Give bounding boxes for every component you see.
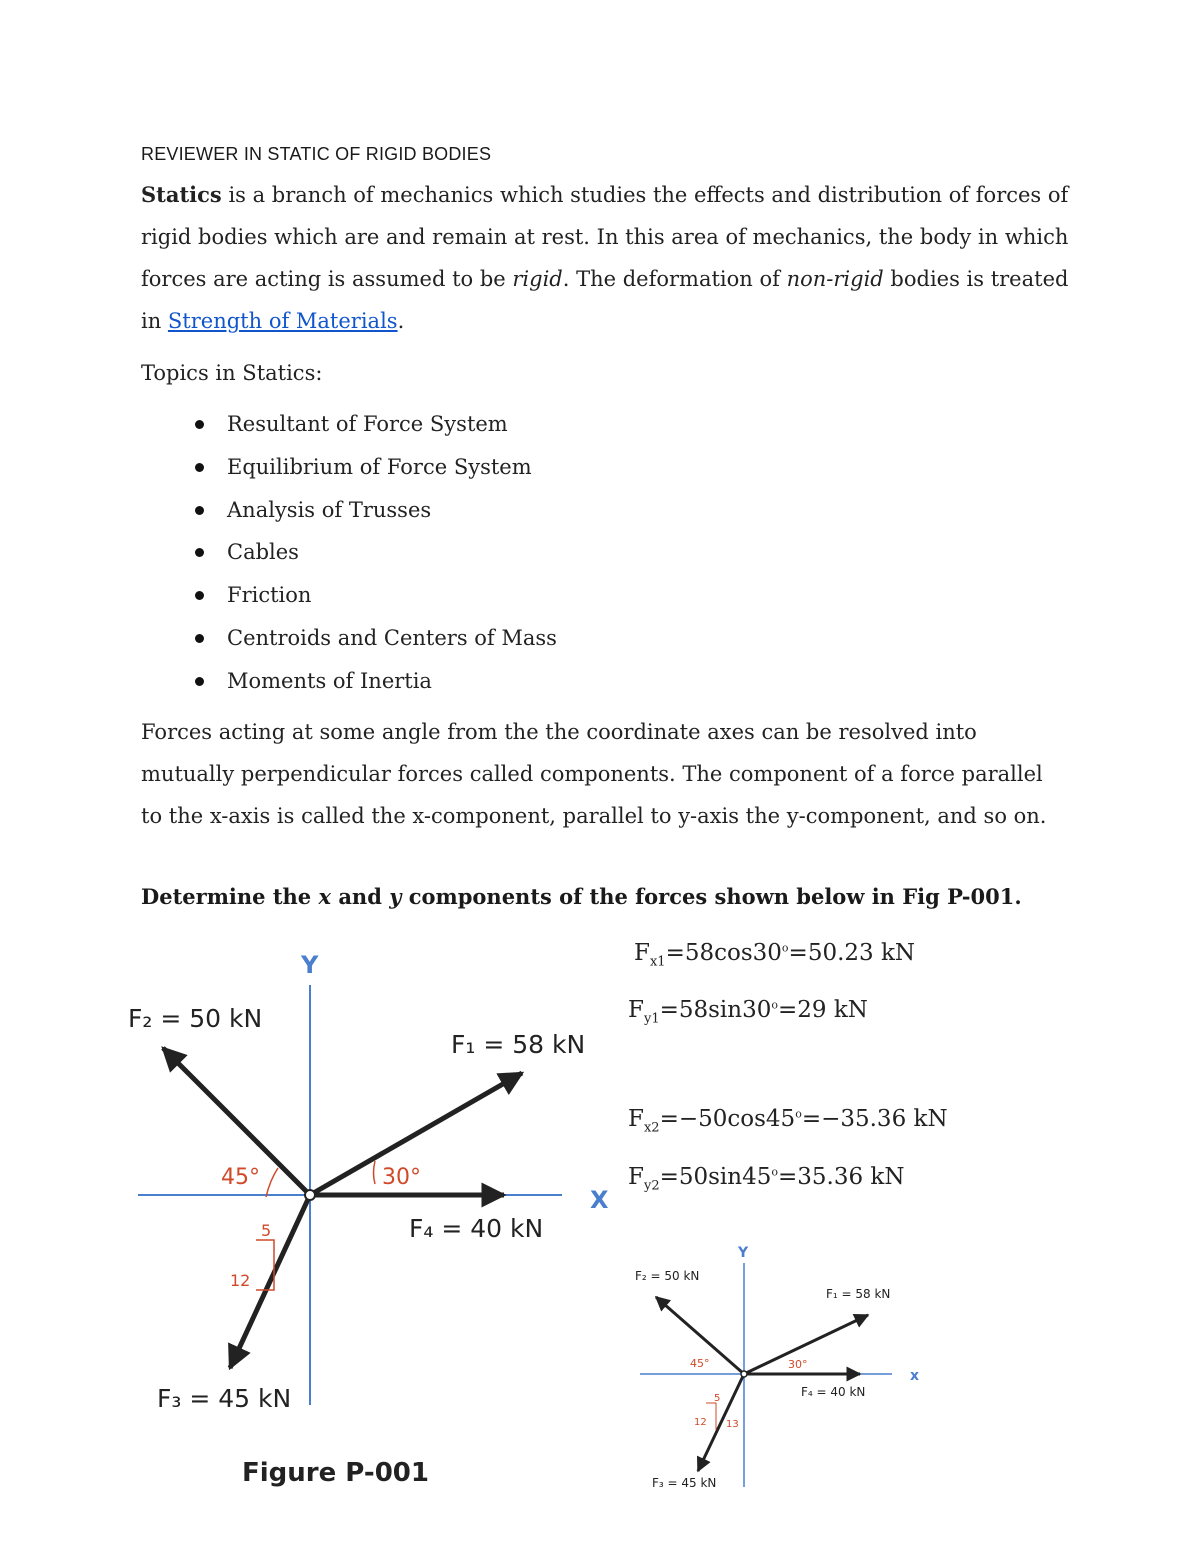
topic-label: Friction xyxy=(227,583,312,608)
f2-label: F₂ = 50 kN xyxy=(128,1004,263,1033)
figure-caption: Figure P-001 xyxy=(242,1458,429,1488)
intro-text-3: bodies is treated in xyxy=(141,267,1069,333)
small-slope-hyp-label: 13 xyxy=(726,1419,739,1430)
f3-label: F₃ = 45 kN xyxy=(157,1384,292,1413)
angle-45-label: 45° xyxy=(221,1165,260,1190)
bullet-icon xyxy=(195,634,204,643)
topic-label: Moments of Inertia xyxy=(227,668,432,693)
small-f2-label: F₂ = 50 kN xyxy=(635,1269,700,1283)
task-text-3: components of the forces shown below in Fig P-001. xyxy=(401,884,1022,909)
topic-label: Cables xyxy=(227,540,299,565)
equation-fx1: $F_{x1}=58\cos 30^o=50.23$ kN xyxy=(634,940,916,970)
task-text-1: Determine the xyxy=(141,884,319,909)
equation-fy2: $F_{y2}=50\sin 45^o=35.36$ kN xyxy=(628,1164,905,1194)
bullet-icon xyxy=(195,677,204,686)
bullet-icon xyxy=(195,506,204,515)
angle-arc-45 xyxy=(266,1168,278,1197)
topic-label: Equilibrium of Force System xyxy=(227,454,532,479)
topic-label: Centroids and Centers of Mass xyxy=(227,625,557,650)
small-f3-label: F₃ = 45 kN xyxy=(652,1476,717,1490)
y-axis-label: Y xyxy=(301,951,319,979)
slope-run-label: 5 xyxy=(261,1221,272,1240)
equation-fy1: $F_{y1}=58\sin 30^o=29$ kN xyxy=(628,997,868,1027)
angle-30-label: 30° xyxy=(382,1165,421,1190)
list-item xyxy=(190,403,557,446)
intro-paragraph xyxy=(141,174,1071,342)
term-non-rigid: non-rigid xyxy=(786,267,884,291)
small-slope-rise-label: 12 xyxy=(694,1417,707,1428)
components-paragraph: Forces acting at some angle from the the coordinate axes can be resolved into mutually perpendicular forces called components. The component of a force parallel to the x-axis is called the x-component, parallel to y-axis the y-component, and so on. xyxy=(141,720,1047,828)
angle-arc-30 xyxy=(374,1161,376,1184)
list-item xyxy=(190,446,557,489)
intro-text-4: . xyxy=(397,309,405,333)
slope-rise-label: 12 xyxy=(230,1271,251,1290)
small-angle-30-label: 30° xyxy=(788,1358,808,1371)
small-slope-triangle xyxy=(706,1403,716,1430)
topic-label: Resultant of Force System xyxy=(227,412,508,436)
list-item xyxy=(190,489,557,532)
list-item xyxy=(190,660,557,703)
origin-point xyxy=(305,1190,315,1200)
bullet-icon xyxy=(195,548,204,557)
task-x: x xyxy=(318,884,332,909)
figure-p001-small xyxy=(620,1235,940,1495)
small-x-axis-label: x xyxy=(910,1368,920,1384)
x-axis-label: X xyxy=(590,1186,609,1214)
term-rigid: rigid xyxy=(512,267,563,291)
topic-label: Analysis of Trusses xyxy=(227,497,432,522)
list-item xyxy=(190,531,557,574)
task-y: y xyxy=(389,884,402,909)
small-f4-label: F₄ = 40 kN xyxy=(801,1385,866,1399)
small-origin-point xyxy=(741,1371,747,1377)
term-statics: Statics xyxy=(141,182,222,207)
small-angle-45-label: 45° xyxy=(690,1357,710,1370)
intro-text-1: is a branch of mechanics which studies the effects and distribution of forces of rigid bodies which are and remain at rest. In this area of mechanics, the body in which forces are acting is assumed to be xyxy=(141,183,1069,291)
small-y-axis-label: Y xyxy=(738,1245,749,1261)
equation-fx2: $F_{x2}=-50\cos 45^o=-35.36$ kN xyxy=(628,1106,948,1136)
bullet-icon xyxy=(195,591,204,600)
f4-label: F₄ = 40 kN xyxy=(409,1214,544,1243)
topics-list xyxy=(190,403,557,703)
list-item xyxy=(190,574,557,617)
task-statement xyxy=(141,884,1022,909)
small-slope-run-label: 5 xyxy=(714,1393,721,1404)
intro-text-2: . The deformation of xyxy=(562,267,787,291)
bullet-icon xyxy=(195,420,204,429)
f1-label: F₁ = 58 kN xyxy=(451,1030,586,1059)
list-item xyxy=(190,617,557,660)
page-heading: REVIEWER IN STATIC OF RIGID BODIES xyxy=(141,144,492,164)
small-f1-label: F₁ = 58 kN xyxy=(826,1287,891,1301)
task-text-2: and xyxy=(331,884,390,909)
bullet-icon xyxy=(195,463,204,472)
figure-p001 xyxy=(120,940,620,1500)
strength-of-materials-link[interactable]: Strength of Materials xyxy=(167,309,398,333)
topics-label: Topics in Statics: xyxy=(141,361,323,385)
